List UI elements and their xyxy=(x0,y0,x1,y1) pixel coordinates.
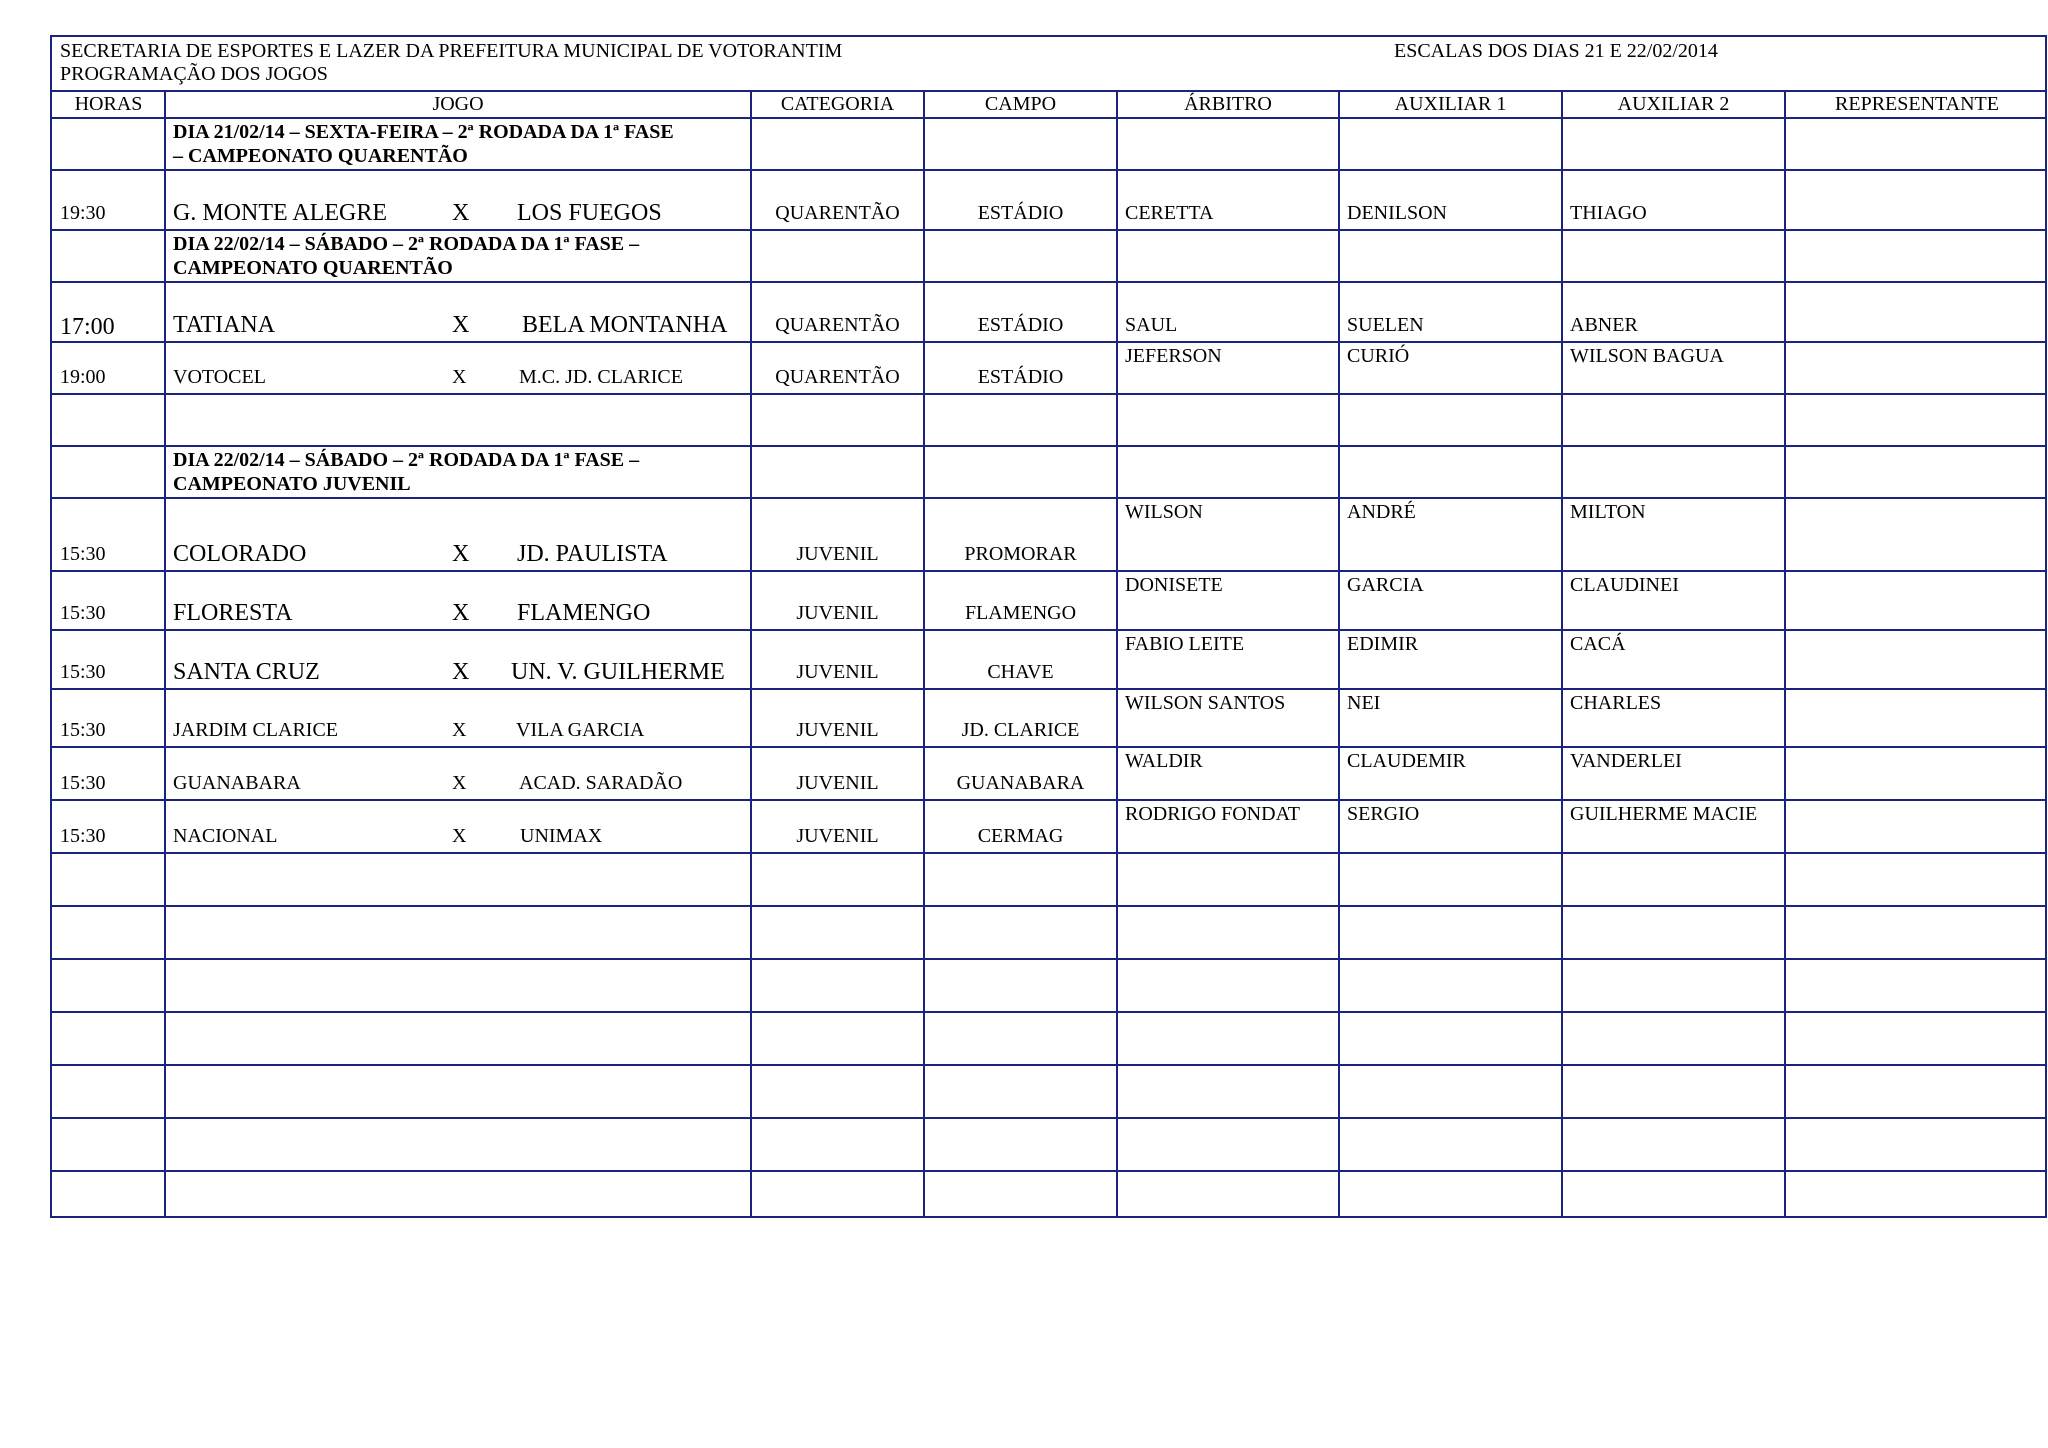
assistant-1: CURIÓ xyxy=(1347,345,1410,367)
game-field: PROMORAR xyxy=(964,543,1077,565)
row-divider xyxy=(52,958,2045,960)
header-title: SECRETARIA DE ESPORTES E LAZER DA PREFEITURA MUNICIPAL DE VOTORANTIM xyxy=(60,40,843,62)
game-time: 15:30 xyxy=(60,825,106,847)
referee: WALDIR xyxy=(1125,750,1203,772)
game-time: 19:00 xyxy=(60,366,106,388)
assistant-1: GARCIA xyxy=(1347,574,1424,596)
away-team: BELA MONTANHA xyxy=(522,312,728,338)
game-field: JD. CLARICE xyxy=(961,719,1080,741)
referee: RODRIGO FONDAT xyxy=(1125,803,1301,825)
home-team: TATIANA xyxy=(173,312,276,338)
assistant-2: GUILHERME MACIE xyxy=(1570,803,1758,825)
game-field: CERMAG xyxy=(977,825,1064,847)
assistant-2: CACÁ xyxy=(1570,633,1626,655)
away-team: M.C. JD. CLARICE xyxy=(519,366,683,388)
row-divider xyxy=(52,688,2045,690)
away-team: FLAMENGO xyxy=(517,600,651,626)
referee: DONISETE xyxy=(1125,574,1223,596)
home-team: VOTOCEL xyxy=(173,366,266,388)
versus-mark: X xyxy=(452,366,467,388)
versus-mark: X xyxy=(452,719,467,741)
section-heading-line: DIA 21/02/14 – SEXTA-FEIRA – 2ª RODADA DA 1ª FASE xyxy=(173,121,674,143)
column-header: JOGO xyxy=(432,93,484,115)
away-team: LOS FUEGOS xyxy=(517,200,662,226)
column-header: REPRESENTANTE xyxy=(1835,93,1999,115)
versus-mark: X xyxy=(452,312,470,338)
section-heading-line: DIA 22/02/14 – SÁBADO – 2ª RODADA DA 1ª FASE – xyxy=(173,449,640,471)
assistant-1: SERGIO xyxy=(1347,803,1420,825)
game-category: JUVENIL xyxy=(796,719,879,741)
assistant-2: WILSON BAGUA xyxy=(1570,345,1724,367)
game-category: JUVENIL xyxy=(796,602,879,624)
game-time: 17:00 xyxy=(60,314,115,340)
game-field: ESTÁDIO xyxy=(977,314,1064,336)
assistant-1: SUELEN xyxy=(1347,314,1424,336)
assistant-2: ABNER xyxy=(1570,314,1638,336)
row-divider xyxy=(52,90,2045,92)
column-header: CATEGORIA xyxy=(780,93,895,115)
section-heading-line: DIA 22/02/14 – SÁBADO – 2ª RODADA DA 1ª FASE – xyxy=(173,233,640,255)
home-team: SANTA CRUZ xyxy=(173,659,320,685)
row-divider xyxy=(52,746,2045,748)
home-team: FLORESTA xyxy=(173,600,293,626)
section-heading xyxy=(173,120,745,168)
game-category: QUARENTÃO xyxy=(775,202,900,224)
row-divider xyxy=(52,341,2045,343)
away-team: VILA GARCIA xyxy=(516,719,645,741)
section-heading-line: CAMPEONATO QUARENTÃO xyxy=(173,257,453,279)
assistant-2: THIAGO xyxy=(1570,202,1647,224)
column-header: CAMPO xyxy=(984,93,1057,115)
row-divider xyxy=(52,117,2045,119)
row-divider xyxy=(52,1117,2045,1119)
column-header: AUXILIAR 1 xyxy=(1394,93,1507,115)
column-divider xyxy=(1116,91,1118,1218)
section-heading-line: – CAMPEONATO QUARENTÃO xyxy=(173,145,468,167)
game-category: QUARENTÃO xyxy=(775,366,900,388)
away-team: UNIMAX xyxy=(520,825,603,847)
game-time: 15:30 xyxy=(60,719,106,741)
assistant-1: NEI xyxy=(1347,692,1381,714)
assistant-1: CLAUDEMIR xyxy=(1347,750,1466,772)
versus-mark: X xyxy=(452,772,467,794)
referee: FABIO LEITE xyxy=(1125,633,1245,655)
game-time: 15:30 xyxy=(60,772,106,794)
row-divider xyxy=(52,852,2045,854)
game-category: JUVENIL xyxy=(796,772,879,794)
row-divider xyxy=(52,799,2045,801)
assistant-1: EDIMIR xyxy=(1347,633,1419,655)
game-field: ESTÁDIO xyxy=(977,202,1064,224)
row-divider xyxy=(52,393,2045,395)
schedule-table xyxy=(50,35,2047,1218)
game-time: 15:30 xyxy=(60,543,106,565)
away-team: UN. V. GUILHERME xyxy=(511,659,725,685)
game-time: 19:30 xyxy=(60,202,106,224)
home-team: JARDIM CLARICE xyxy=(173,719,339,741)
game-category: QUARENTÃO xyxy=(775,314,900,336)
row-divider xyxy=(52,905,2045,907)
assistant-2: CHARLES xyxy=(1570,692,1662,714)
game-field: FLAMENGO xyxy=(964,602,1077,624)
section-heading xyxy=(173,448,745,496)
game-field: GUANABARA xyxy=(956,772,1085,794)
referee: WILSON SANTOS xyxy=(1125,692,1286,714)
row-divider xyxy=(52,169,2045,171)
row-divider xyxy=(52,281,2045,283)
versus-mark: X xyxy=(452,200,470,226)
referee: CERETTA xyxy=(1125,202,1214,224)
section-heading xyxy=(173,232,745,280)
home-team: GUANABARA xyxy=(173,772,301,794)
game-field: ESTÁDIO xyxy=(977,366,1064,388)
referee: WILSON xyxy=(1125,501,1203,523)
home-team: G. MONTE ALEGRE xyxy=(173,200,387,226)
row-divider xyxy=(52,629,2045,631)
row-divider xyxy=(52,1011,2045,1013)
referee: SAUL xyxy=(1125,314,1178,336)
away-team: JD. PAULISTA xyxy=(517,541,668,567)
referee: JEFERSON xyxy=(1125,345,1222,367)
assistant-1: ANDRÉ xyxy=(1347,501,1416,523)
column-divider xyxy=(750,91,752,1218)
column-divider xyxy=(923,91,925,1218)
away-team: ACAD. SARADÃO xyxy=(519,772,683,794)
header-dates: ESCALAS DOS DIAS 21 E 22/02/2014 xyxy=(1394,40,1718,62)
home-team: NACIONAL xyxy=(173,825,278,847)
row-divider xyxy=(52,229,2045,231)
row-divider xyxy=(52,1170,2045,1172)
home-team: COLORADO xyxy=(173,541,307,567)
header-subtitle: PROGRAMAÇÃO DOS JOGOS xyxy=(60,63,328,85)
row-divider xyxy=(52,1064,2045,1066)
versus-mark: X xyxy=(452,541,470,567)
game-category: JUVENIL xyxy=(796,825,879,847)
game-category: JUVENIL xyxy=(796,543,879,565)
assistant-2: VANDERLEI xyxy=(1570,750,1682,772)
section-heading-line: CAMPEONATO JUVENIL xyxy=(173,473,411,495)
game-time: 15:30 xyxy=(60,661,106,683)
game-time: 15:30 xyxy=(60,602,106,624)
row-divider xyxy=(52,445,2045,447)
versus-mark: X xyxy=(452,659,470,685)
column-header: AUXILIAR 2 xyxy=(1617,93,1730,115)
column-divider xyxy=(164,91,166,1218)
assistant-2: MILTON xyxy=(1570,501,1646,523)
column-header: HORAS xyxy=(74,93,143,115)
game-field: CHAVE xyxy=(987,661,1054,683)
versus-mark: X xyxy=(452,600,470,626)
column-header: ÁRBITRO xyxy=(1184,93,1272,115)
assistant-1: DENILSON xyxy=(1347,202,1447,224)
game-category: JUVENIL xyxy=(796,661,879,683)
assistant-2: CLAUDINEI xyxy=(1570,574,1679,596)
row-divider xyxy=(52,570,2045,572)
row-divider xyxy=(52,497,2045,499)
versus-mark: X xyxy=(452,825,467,847)
